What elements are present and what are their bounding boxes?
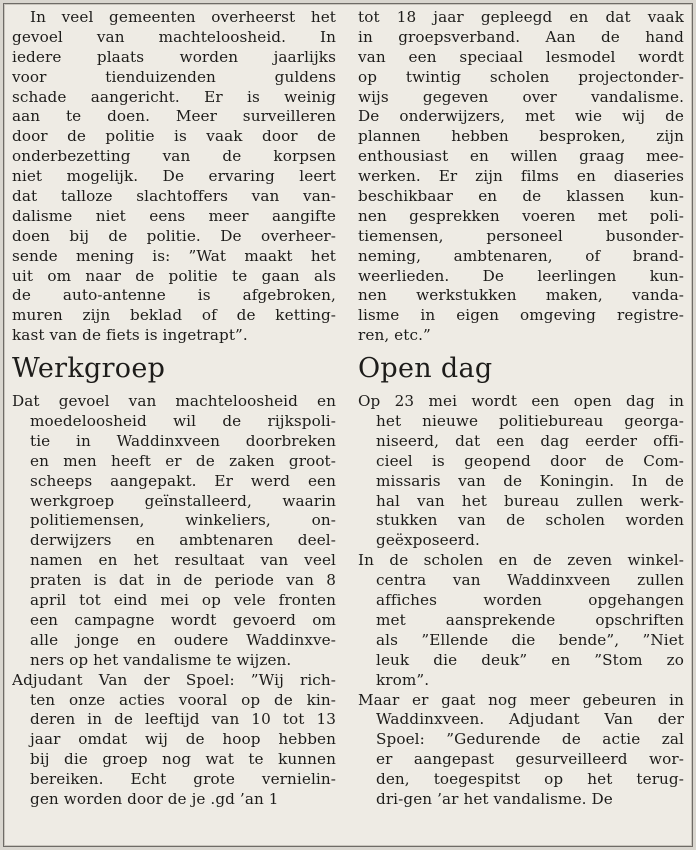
text-line: missaris van de Koningin. In de [376, 471, 684, 490]
text-line: gevoel van machteloosheid. In [12, 27, 336, 46]
text-line: politiemensen, winkeliers, on- [30, 511, 336, 530]
text-line: bij die groep nog wat te kunnen [30, 750, 336, 769]
right-intro-paragraph [358, 8, 684, 346]
text-line: leuk die deuk” en ”Stom zo [376, 650, 684, 669]
text-line: jaar omdat wij de hoop hebben [30, 730, 336, 749]
text-line: nen gesprekken voeren met poli- [358, 206, 684, 225]
right-column [358, 8, 684, 810]
text-line: de auto-antenne is afgebroken, [12, 286, 336, 305]
text-line: Maar er gaat nog meer gebeuren in [358, 690, 684, 709]
text-line: enthousiast en willen graag mee- [358, 147, 684, 166]
text-line: werken. Er zijn films en diaseries [358, 167, 684, 186]
text-line: alle jonge en oudere Waddinxve- [30, 630, 336, 649]
right-section-body [358, 392, 684, 810]
text-line: aan te doen. Meer surveilleren [12, 107, 336, 126]
text-line: centra van Waddinxveen zullen [376, 571, 684, 590]
text-line: Dat gevoel van machteloosheid en [12, 392, 336, 411]
heading-open-dag: Open dag [358, 353, 493, 385]
newspaper-clipping [3, 3, 693, 847]
text-line: dat talloze slachtoffers van van- [12, 187, 336, 206]
text-line: van een speciaal lesmodel wordt [358, 47, 684, 66]
text-line: dri-gen ’ar het vandalisme. De [376, 789, 613, 808]
text-line: lisme in eigen omgeving registre- [358, 306, 684, 325]
text-line: tot 18 jaar gepleegd en dat vaak [358, 8, 684, 26]
text-line: neming, ambtenaren, of brand- [358, 246, 684, 265]
text-line: Adjudant Van der Spoel: ”Wij rich- [12, 670, 336, 689]
text-line: sende mening is: ”Wat maakt het [12, 246, 336, 265]
text-line: kast van de fiets is ingetrapt”. [12, 326, 248, 345]
text-line: deren in de leeftijd van 10 tot 13 [30, 710, 336, 729]
text-line: krom”. [376, 670, 430, 689]
text-line: Waddinxveen. Adjudant Van der [376, 710, 684, 729]
text-line: ren, etc.” [358, 326, 431, 345]
text-line: wijs gegeven over vandalisme. [358, 87, 684, 106]
text-line: affiches worden opgehangen [376, 591, 684, 610]
text-line: als ”Ellende die bende”, ”Niet [376, 630, 684, 649]
text-line: cieel is geopend door de Com- [376, 451, 684, 470]
text-line: praten is dat in de periode van 8 [30, 571, 336, 590]
text-line: namen en het resultaat van veel [30, 551, 336, 570]
text-line: muren zijn beklad of de ketting- [12, 306, 336, 325]
text-line: geëxposeerd. [376, 531, 480, 550]
text-line: gen worden door de je .gd ’an 1 [30, 789, 279, 808]
text-line: een campagne wordt gevoerd om [30, 610, 336, 629]
text-line: tiemensen, personeel busonder- [358, 226, 684, 245]
text-line: met aansprekende opschriften [376, 610, 684, 629]
text-line: schade aangericht. Er is weinig [12, 87, 336, 106]
text-line: er aangepast gesurveilleerd wor- [376, 750, 684, 769]
text-line: het nieuwe politiebureau georga- [376, 412, 684, 431]
text-line: In de scholen en de zeven winkel- [358, 551, 684, 570]
text-line: voor tienduizenden guldens [12, 67, 336, 86]
text-line: den, toegespitst op het terug- [376, 770, 684, 789]
text-line: stukken van de scholen worden [376, 511, 684, 530]
text-line: op twintig scholen projectonder- [358, 67, 684, 86]
text-line: ten onze acties vooral op de kin- [30, 690, 336, 709]
left-column [12, 8, 336, 810]
left-section-body [12, 392, 336, 810]
text-line: nen werkstukken maken, vanda- [358, 286, 684, 305]
text-line: niseerd, dat een dag eerder offi- [376, 431, 684, 450]
text-line: april tot eind mei op vele fronten [30, 591, 336, 610]
text-line: beschikbaar en de klassen kun- [358, 187, 684, 206]
left-intro-paragraph [12, 8, 336, 346]
text-line: werkgroep geïnstalleerd, waarin [30, 491, 336, 510]
text-line: derwijzers en ambtenaren deel- [30, 531, 336, 550]
text-line: iedere plaats worden jaarlijks [12, 47, 336, 66]
text-line: door de politie is vaak door de [12, 127, 336, 146]
text-line: niet mogelijk. De ervaring leert [12, 167, 336, 186]
text-line: ners op het vandalisme te wijzen. [30, 650, 292, 669]
text-line: moedeloosheid wil de rijkspoli- [30, 412, 336, 431]
text-line: hal van het bureau zullen werk- [376, 491, 684, 510]
text-line: bereiken. Echt grote vernielin- [30, 770, 336, 789]
text-line: Spoel: ”Gedurende de actie zal [376, 730, 684, 749]
text-line: scheeps aangepakt. Er werd een [30, 471, 336, 490]
text-line: uit om naar de politie te gaan als [12, 266, 336, 285]
text-line: en men heeft er de zaken groot- [30, 451, 336, 470]
text-line: plannen hebben besproken, zijn [358, 127, 684, 146]
text-line: De onderwijzers, met wie wij de [358, 107, 684, 126]
text-line: dalisme niet eens meer aangifte [12, 206, 336, 225]
text-line: Op 23 mei wordt een open dag in [358, 392, 684, 411]
text-line: In veel gemeenten overheerst het [30, 8, 336, 26]
text-line: weerlieden. De leerlingen kun- [358, 266, 684, 285]
text-line: in groepsverband. Aan de hand [358, 27, 684, 46]
text-line: onderbezetting van de korpsen [12, 147, 336, 166]
text-line: doen bij de politie. De overheer- [12, 226, 336, 245]
text-line: tie in Waddinxveen doorbreken [30, 431, 336, 450]
heading-werkgroep: Werkgroep [12, 353, 166, 385]
